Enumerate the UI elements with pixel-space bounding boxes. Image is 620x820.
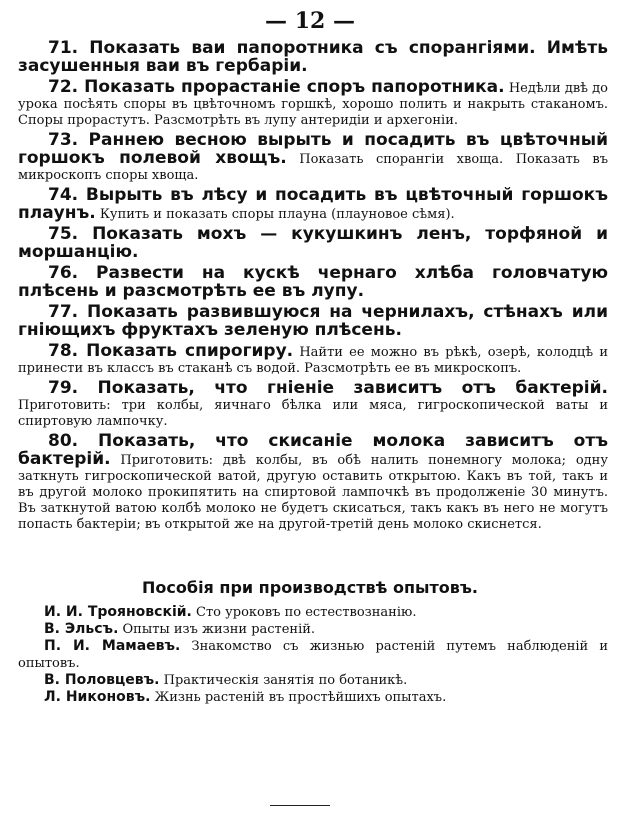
item-lead: 76. Развести на кускѣ чернаго хлѣба головчатую плѣсень и разсмотрѣть ее въ лупу.: [18, 263, 608, 301]
reference-item: [18, 621, 608, 638]
item-lead: 80. Показать, что скисаніе молока зависитъ отъ бактерій.: [18, 431, 608, 469]
reference-item: [18, 672, 608, 689]
item-text: Купить и показать споры плауна (плауновое сѣмя).: [95, 207, 455, 222]
reference-author: И. И. Трояновскій.: [44, 604, 192, 620]
reference-author: В. Эльсъ.: [44, 621, 119, 637]
item-text: Недѣли двѣ до урока посѣять споры въ цвѣточномъ горшкѣ, хорошо полить и накрыть стаканомъ. Споры прорастутъ. Разсмотрѣть въ лупу антеридіи и архегоніи.: [18, 81, 609, 128]
list-item: [18, 380, 608, 430]
item-lead: 73. Раннею весною вырыть и посадить въ цвѣточный горшокъ полевой хвощъ.: [18, 130, 608, 168]
references-list: [18, 604, 608, 706]
item-text: Показать спорангіи хвоща. Показать въ микроскопъ споры хвоща.: [18, 152, 608, 183]
reference-title: Жизнь растеній въ простѣйшихъ опытахъ.: [150, 690, 447, 705]
reference-item: [18, 689, 608, 706]
item-text: Приготовить: три колбы, яичнаго бѣлка или мяса, гигроскопической ваты и спиртовую лампочку.: [18, 398, 608, 429]
reference-title: Опыты изъ жизни растеній.: [118, 622, 316, 637]
reference-author: П. И. Мамаевъ.: [44, 638, 181, 654]
reference-author: Л. Никоновъ.: [44, 689, 151, 705]
item-lead: 77. Показать развившуюся на чернилахъ, стѣнахъ или гніющихъ фруктахъ зеленую плѣсень.: [18, 302, 608, 340]
list-item: [18, 304, 608, 340]
reference-author: В. Половцевъ.: [44, 672, 160, 688]
item-lead: 79. Показать, что гніеніе зависитъ отъ бактерій.: [48, 378, 608, 398]
list-item: [18, 343, 608, 377]
item-lead: 71. Показать ваи папоротника съ спорангіями. Имѣть засушенныя ваи въ гербаріи.: [18, 38, 608, 76]
item-lead: 78. Показать спирогиру.: [48, 341, 294, 361]
list-item: [18, 265, 608, 301]
list-item: [18, 79, 608, 129]
section-title: Пособія при производствѣ опытовъ.: [142, 578, 478, 597]
list-item: [18, 433, 608, 533]
list-item: [18, 40, 608, 76]
reference-title: Сто уроковъ по естествознанію.: [191, 605, 417, 620]
list-item: [18, 132, 608, 184]
item-text: Приготовить: двѣ колбы, въ обѣ налить понемногу молока; одну заткнуть гигроскопической ватой, другую оставить открытою. Какъ въ той, такъ и въ другой молоко прокипятить на спиртовой лампочкѣ въ продолженіе 30 минутъ. Въ заткнутой ватою колбѣ молоко не будетъ скисаться, такъ какъ въ него не могутъ попасть бактеріи; въ открытой же на другой-третій день молоко скиснется.: [18, 453, 608, 532]
item-lead: 72. Показать прорастаніе споръ папоротника.: [48, 77, 505, 97]
item-lead: 75. Показать мохъ — кукушкинъ ленъ, торфяной и моршанцію.: [18, 224, 608, 262]
reference-item: [18, 604, 608, 621]
item-text: Найти ее можно въ рѣкѣ, озерѣ, колодцѣ и принести въ классъ въ стаканѣ съ водой. Разсмотрѣть ее въ микроскопъ.: [18, 345, 608, 376]
reference-title: Практическія занятія по ботаникѣ.: [159, 673, 408, 688]
experiment-list: [18, 40, 608, 536]
reference-title: Знакомство съ жизнью растеній путемъ наблюденій и опытовъ.: [18, 639, 609, 671]
reference-item: [18, 638, 608, 672]
item-lead: 74. Вырыть въ лѣсу и посадить въ цвѣточный горшокъ плаунъ.: [18, 185, 608, 223]
list-item: [18, 187, 608, 223]
page-number: — 12 —: [265, 8, 355, 34]
end-divider: [270, 805, 330, 806]
list-item: [18, 226, 608, 262]
